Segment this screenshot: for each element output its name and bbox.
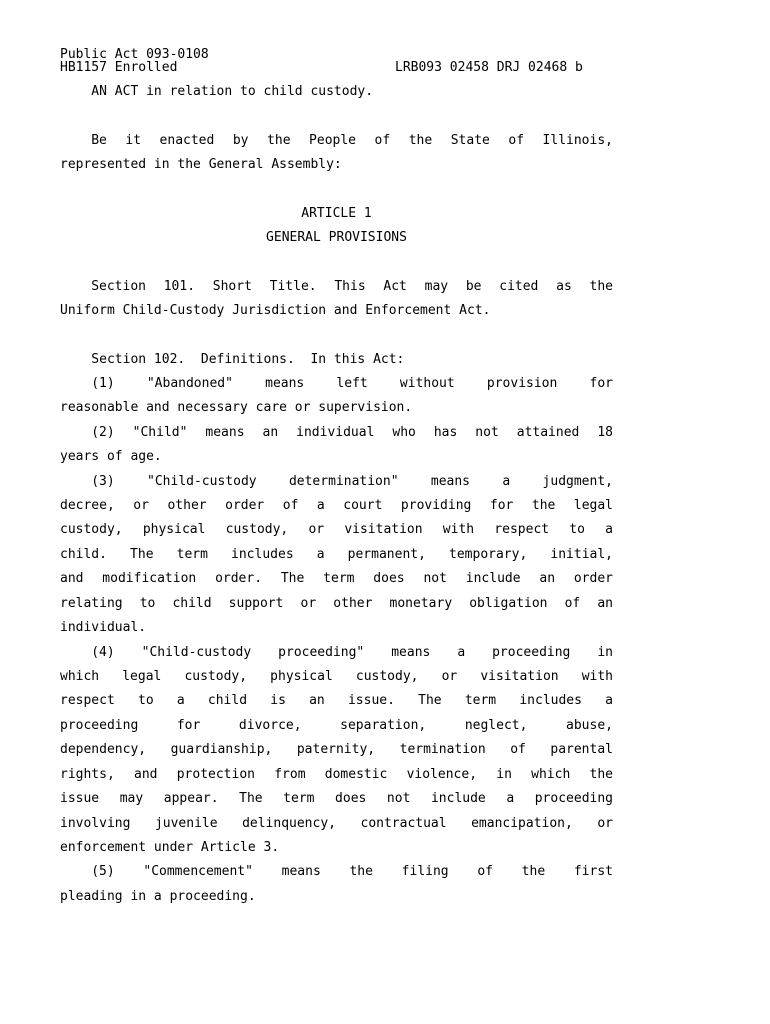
definition-line: years of age. [60,449,162,464]
definition-line: and modification order. The term does not include an order [60,571,613,586]
public-act-number: Public Act 093-0108 [60,47,209,62]
bill-number: HB1157 Enrolled [60,60,178,75]
definition-line: respect to a child is an issue. The term includes a [60,693,613,708]
section-102-heading: Section 102. Definitions. In this Act: [60,352,405,367]
definition-line: issue may appear. The term does not include a proceeding [60,791,613,806]
definition-line: custody, physical custody, or visitation with respect to a [60,522,613,537]
lrb-number: LRB093 02458 DRJ 02468 b [395,60,583,75]
definition-line: (4) "Child-custody proceeding" means a proceeding in [91,645,613,660]
article-number: ARTICLE 1 [301,206,372,221]
section-101-line-2: Uniform Child-Custody Jurisdiction and Enforcement Act. [60,303,491,318]
definition-line: relating to child support or other monetary obligation of an [60,596,613,611]
definition-line: (1) "Abandoned" means left without provision for [91,376,613,391]
definition-line: rights, and protection from domestic violence, in which the [60,767,613,782]
definition-line: (5) "Commencement" means the filing of the first [91,864,613,879]
definition-line: pleading in a proceeding. [60,889,256,904]
enactment-line-2: represented in the General Assembly: [60,157,342,172]
definition-line: dependency, guardianship, paternity, termination of parental [60,742,613,757]
definition-line: reasonable and necessary care or supervision. [60,400,413,415]
definition-line: proceeding for divorce, separation, neglect, abuse, [60,718,613,733]
act-title: AN ACT in relation to child custody. [60,84,374,99]
definition-line: (3) "Child-custody determination" means a judgment, [91,474,613,489]
definition-line: enforcement under Article 3. [60,840,280,855]
definition-line: individual. [60,620,147,635]
definition-line: (2) "Child" means an individual who has not attained 18 [91,425,613,440]
article-heading: GENERAL PROVISIONS [266,230,407,245]
definition-line: decree, or other order of a court providing for the legal [60,498,613,513]
definition-line: which legal custody, physical custody, or visitation with [60,669,613,684]
enactment-line-1: Be it enacted by the People of the State of Illinois, [91,133,613,148]
section-101-line-1: Section 101. Short Title. This Act may be cited as the [91,279,613,294]
definition-line: involving juvenile delinquency, contractual emancipation, or [60,816,613,831]
definition-line: child. The term includes a permanent, temporary, initial, [60,547,613,562]
